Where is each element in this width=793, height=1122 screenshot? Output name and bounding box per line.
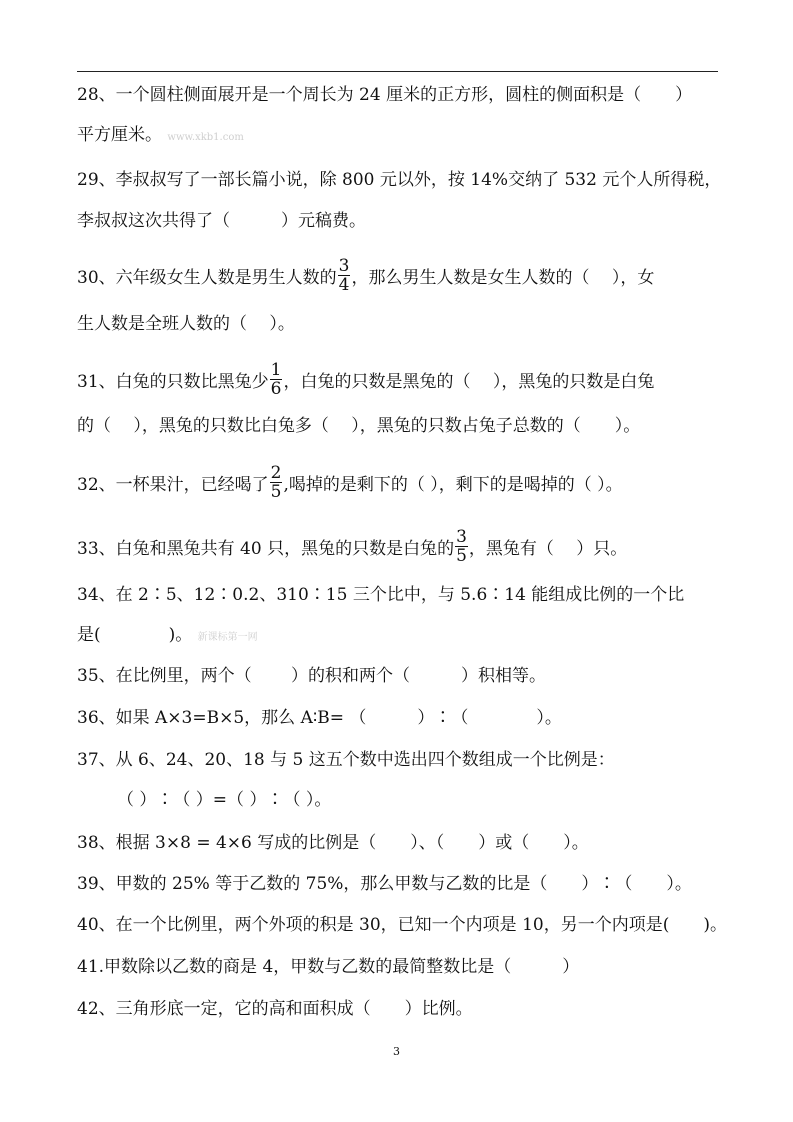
q39-line: 39、甲数的 25% 等于乙数的 75%，那么甲数与乙数的比是（ ）∶（ ）。 <box>77 874 692 894</box>
q35-line: 35、在比例里，两个（ ）的积和两个（ ）积相等。 <box>77 666 547 686</box>
fraction <box>270 464 283 501</box>
q31-line2: 的（ ），黑兔的只数比白兔多（ ），黑兔的只数占兔子总数的（ ）。 <box>77 416 641 436</box>
q29-line2: 李叔叔这次共得了（ ）元稿费。 <box>77 211 366 231</box>
q36-line: 36、如果 A×3=B×5，那么 A∶B= （ ）∶（ ）。 <box>77 708 562 728</box>
fraction-numerator: 1 <box>270 360 282 380</box>
fraction-numerator: 3 <box>456 527 467 547</box>
fraction-denominator: 5 <box>456 546 467 566</box>
q32-text-b: ,喝掉的是剩下的（ ），剩下的是喝掉的（ ）。 <box>283 475 623 495</box>
q31-text-a: 31、白兔的只数比黑兔少 <box>77 372 269 392</box>
q31-line1 <box>77 360 722 401</box>
q30-line2: 生人数是全班人数的（ ）。 <box>77 314 295 334</box>
q30-text-b: ，那么男生人数是女生人数的（ ），女 <box>351 268 655 288</box>
q40-line: 40、在一个比例里，两个外项的积是 30，已知一个内项是 10，另一个内项是( )。 <box>77 915 727 935</box>
q32-line <box>77 463 722 504</box>
header-rule <box>77 71 718 72</box>
fraction <box>338 257 351 294</box>
fraction-denominator: 5 <box>270 482 282 502</box>
fraction-numerator: 3 <box>338 256 350 276</box>
watermark: www.xkb1.com <box>167 132 244 143</box>
q38-line: 38、根据 3×8 = 4×6 写成的比例是（ ）、（ ）或（ ）。 <box>77 833 589 853</box>
fraction-denominator: 6 <box>270 379 282 399</box>
q33-text-b: ，黑兔有（ ）只。 <box>468 539 628 559</box>
q28-line2 <box>77 124 722 149</box>
q33-line <box>77 527 722 568</box>
q32-text-a: 32、一杯果汁，已经喝了 <box>77 475 269 495</box>
q28-line1: 28、一个圆柱侧面展开是一个周长为 24 厘米的正方形，圆柱的侧面积是（ ） <box>77 85 693 105</box>
watermark: 新课标第一网 <box>197 632 258 643</box>
fraction-denominator: 4 <box>338 275 350 295</box>
q30-text-a: 30、六年级女生人数是男生人数的 <box>77 268 337 288</box>
q31-text-b: ，白兔的只数是黑兔的（ ），黑兔的只数是白兔 <box>283 372 655 392</box>
q28-text2: 平方厘米。 <box>77 125 162 145</box>
page-number: 3 <box>393 1045 400 1058</box>
q29-line1: 29、李叔叔写了一部长篇小说，除 800 元以外，按 14%交纳了 532 元个人所得税， <box>77 170 722 190</box>
fraction <box>455 528 468 565</box>
q42-line: 42、三角形底一定，它的高和面积成（ ）比例。 <box>77 999 473 1019</box>
q33-text-a: 33、白兔和黑兔共有 40 只，黑兔的只数是白兔的 <box>77 539 455 559</box>
q41-line: 41.甲数除以乙数的商是 4，甲数与乙数的最简整数比是（ ） <box>77 957 580 977</box>
q37-line1: 37、从 6、24、20、18 与 5 这五个数中选出四个数组成一个比例是： <box>77 750 615 770</box>
q34-line2 <box>77 624 722 649</box>
fraction-numerator: 2 <box>270 463 282 483</box>
q34-line1: 34、在 2∶5、12∶0.2、310∶15 三个比中，与 5.6∶14 能组成比例的一个比 <box>77 585 685 605</box>
q30-line1 <box>77 256 722 297</box>
fraction <box>270 361 283 398</box>
q34-text2: 是( )。 <box>77 625 193 645</box>
q37-line2: （ ）∶（ ）=（ ）∶（ ）。 <box>117 790 332 810</box>
